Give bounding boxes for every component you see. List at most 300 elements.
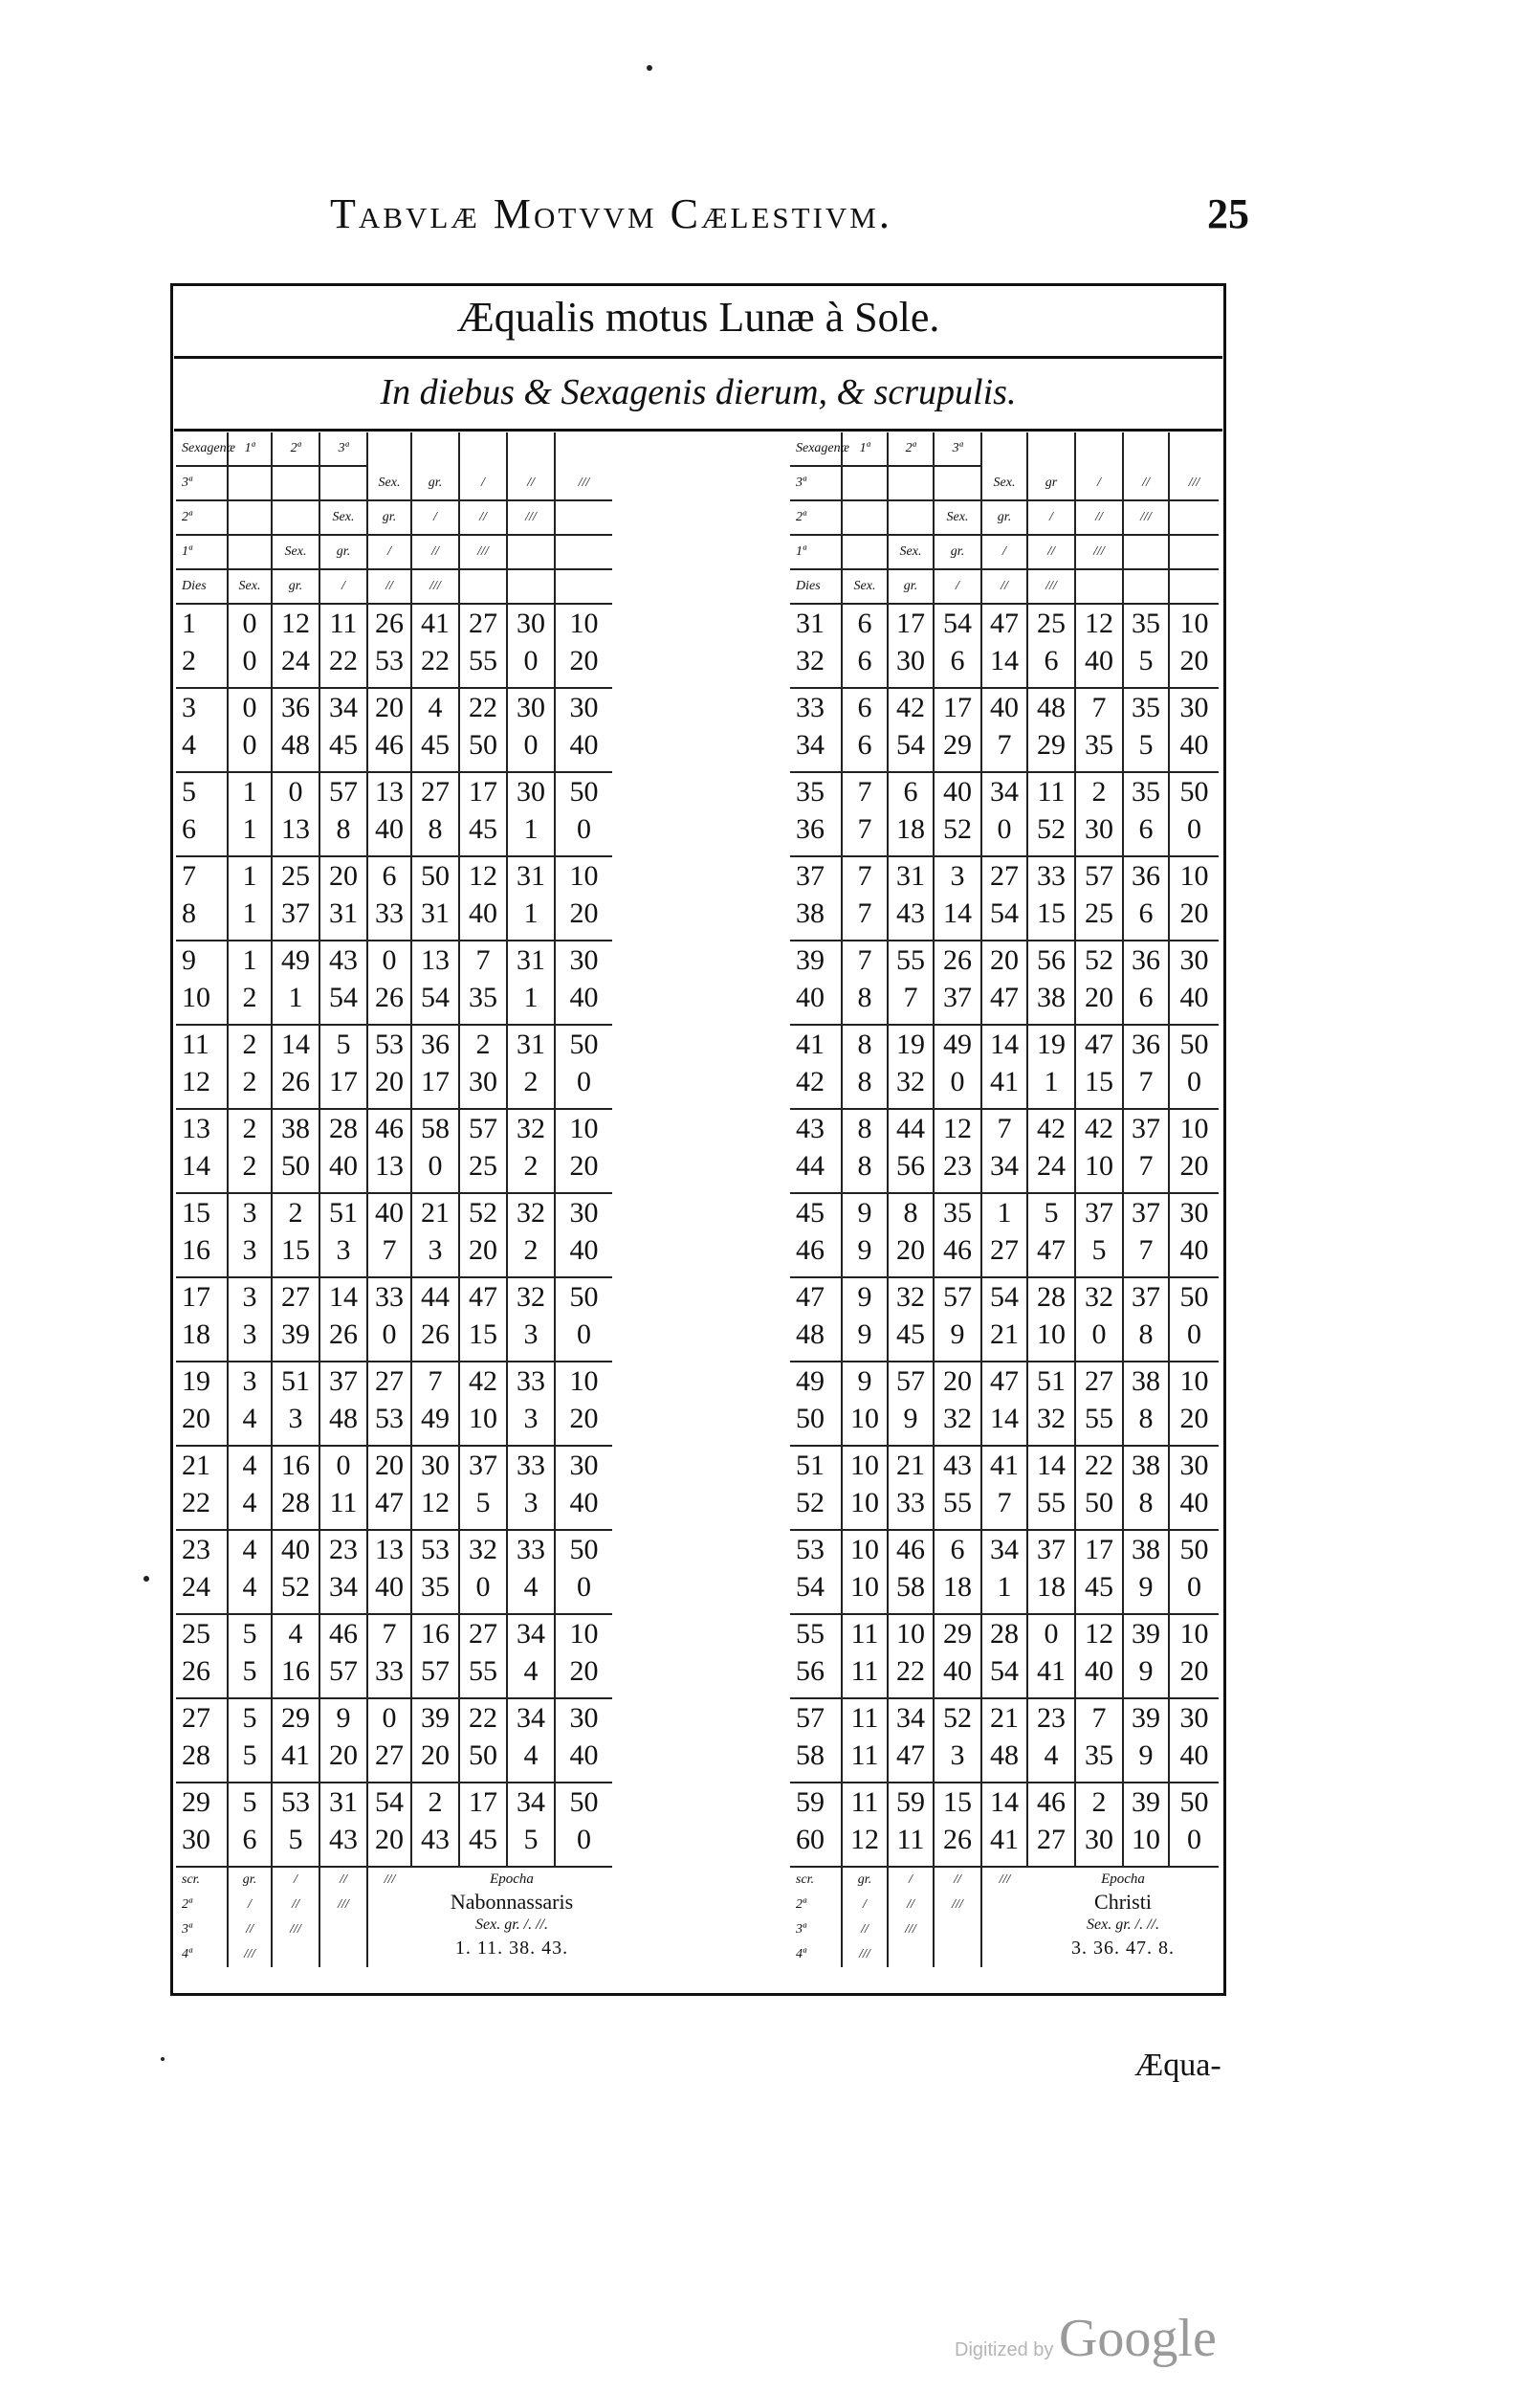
value-cell: 9	[842, 1193, 888, 1231]
gap-cell	[842, 1774, 888, 1783]
value-cell: 30	[1169, 1698, 1219, 1737]
value-cell: 2	[272, 1193, 319, 1231]
value-cell: 33	[507, 1446, 555, 1484]
pair-gap	[790, 1016, 1219, 1025]
value-cell: 32	[459, 1530, 507, 1568]
value-cell: 8	[1123, 1400, 1169, 1437]
value-cell: 31	[319, 1783, 367, 1821]
day-cell: 50	[796, 1403, 825, 1434]
gap-cell	[981, 932, 1027, 941]
value-cell: 20	[1169, 895, 1219, 932]
value-cell: 39	[411, 1698, 459, 1737]
gap-cell	[272, 1185, 319, 1193]
header-cell: Dies	[176, 569, 228, 604]
value-cell: 20	[934, 1362, 981, 1400]
header-cell: 2ª	[272, 432, 319, 466]
value-cell: 40	[1075, 1652, 1123, 1690]
gap-cell	[555, 1016, 612, 1025]
table-title: Æqualis motus Lunæ à Sole.	[456, 294, 940, 341]
value-cell: 22	[319, 642, 367, 679]
gap-cell	[507, 848, 555, 856]
value-cell: 40	[555, 726, 612, 764]
gap-cell	[1123, 932, 1169, 941]
value-cell: 41	[981, 1063, 1027, 1100]
footer-row	[790, 1867, 1219, 1893]
value-cell: 2	[507, 1147, 555, 1185]
footer-cell: //	[888, 1893, 934, 1917]
footer-cell	[934, 1942, 981, 1967]
footer-cell	[272, 1942, 319, 1967]
gap-cell	[507, 1521, 555, 1530]
value-cell: 34	[319, 1568, 367, 1606]
value-cell: 45	[459, 1821, 507, 1858]
value-cell: 7	[842, 941, 888, 979]
pair-gap	[790, 1521, 1219, 1530]
day-cell: 6	[182, 813, 196, 845]
value-cell: 39	[272, 1316, 319, 1353]
gap-cell	[411, 1858, 459, 1867]
gap-cell	[367, 848, 411, 856]
value-cell: 10	[888, 1614, 934, 1652]
footer-cell: 4ª	[182, 1947, 192, 1961]
footer-cell: ///	[888, 1917, 934, 1942]
value-cell: 3	[507, 1484, 555, 1521]
right-table	[790, 432, 1219, 1967]
value-cell: 21	[888, 1446, 934, 1484]
header-cell	[459, 569, 507, 604]
gap-cell	[555, 1690, 612, 1698]
value-cell: 30	[507, 688, 555, 726]
footer-cell	[367, 1893, 411, 1917]
gap-cell	[367, 1185, 411, 1193]
value-cell: 47	[981, 1362, 1027, 1400]
value-cell: 46	[934, 1231, 981, 1269]
value-cell: 0	[228, 604, 272, 642]
value-cell: 40	[555, 1484, 612, 1521]
value-cell: 44	[411, 1277, 459, 1316]
value-cell: 2	[228, 1025, 272, 1063]
gap-cell	[888, 1100, 934, 1109]
gap-cell	[228, 1606, 272, 1614]
pair-gap	[790, 1185, 1219, 1193]
gap-cell	[411, 1521, 459, 1530]
value-cell: 9	[934, 1316, 981, 1353]
value-cell: 27	[981, 856, 1027, 895]
value-cell: 21	[981, 1698, 1027, 1737]
value-cell: 1	[228, 772, 272, 810]
gap-cell	[272, 679, 319, 688]
value-cell: 41	[981, 1446, 1027, 1484]
header-cell	[411, 432, 459, 466]
gap-cell	[272, 1016, 319, 1025]
gap-cell	[228, 1774, 272, 1783]
table-row	[790, 1147, 1219, 1185]
value-cell: 8	[842, 979, 888, 1016]
gap-cell	[176, 679, 228, 688]
value-cell: 33	[367, 1277, 411, 1316]
gap-cell	[1027, 1353, 1075, 1362]
gap-cell	[1169, 1353, 1219, 1362]
gap-cell	[1123, 679, 1169, 688]
header-cell: Sex.	[842, 569, 888, 604]
value-cell: 1	[228, 856, 272, 895]
gap-cell	[888, 1269, 934, 1277]
value-cell: 34	[981, 1530, 1027, 1568]
footer-cell: /	[272, 1867, 319, 1893]
value-cell: 20	[981, 941, 1027, 979]
value-cell: 7	[1075, 1698, 1123, 1737]
header-cell: Sex.	[981, 466, 1027, 500]
value-cell: 30	[1169, 1446, 1219, 1484]
table-row	[790, 941, 1219, 979]
gap-cell	[411, 1269, 459, 1277]
header-cell	[1075, 432, 1123, 466]
header-cell: Sex.	[319, 500, 367, 535]
value-cell: 0	[507, 642, 555, 679]
value-cell: 0	[367, 1316, 411, 1353]
gap-cell	[1075, 764, 1123, 772]
value-cell: 11	[842, 1783, 888, 1821]
gap-cell	[319, 679, 367, 688]
header-cell: //	[981, 569, 1027, 604]
header-cell: /	[367, 535, 411, 569]
value-cell: 40	[934, 772, 981, 810]
pair-gap	[790, 1100, 1219, 1109]
header-cell	[1169, 500, 1219, 535]
gap-cell	[176, 1521, 228, 1530]
gap-cell	[228, 679, 272, 688]
gap-cell	[411, 1016, 459, 1025]
value-cell: 13	[367, 1530, 411, 1568]
table-row	[176, 1277, 612, 1316]
value-cell: 15	[1027, 895, 1075, 932]
gap-cell	[888, 1185, 934, 1193]
value-cell: 28	[272, 1484, 319, 1521]
value-cell: 40	[367, 1568, 411, 1606]
value-cell: 30	[555, 1698, 612, 1737]
value-cell: 0	[555, 1316, 612, 1353]
gap-cell	[934, 1521, 981, 1530]
gap-cell	[790, 679, 842, 688]
value-cell: 36	[1123, 1025, 1169, 1063]
gap-cell	[507, 1269, 555, 1277]
gap-cell	[790, 932, 842, 941]
header-cell	[1027, 432, 1075, 466]
table-row	[176, 772, 612, 810]
header-cell: //	[1075, 500, 1123, 535]
value-cell: 52	[934, 1698, 981, 1737]
value-cell: 37	[459, 1446, 507, 1484]
epoch-value: 1. 11. 38. 43.	[454, 1938, 569, 1959]
pair-gap	[790, 679, 1219, 688]
table-row	[176, 1316, 612, 1353]
value-cell: 50	[555, 1783, 612, 1821]
table-row	[790, 1652, 1219, 1690]
gap-cell	[934, 1016, 981, 1025]
gap-cell	[842, 679, 888, 688]
gap-cell	[1027, 764, 1075, 772]
gap-cell	[507, 1100, 555, 1109]
value-cell: 10	[1169, 856, 1219, 895]
gap-cell	[1123, 1521, 1169, 1530]
day-cell: 24	[182, 1571, 210, 1603]
value-cell: 5	[228, 1783, 272, 1821]
value-cell: 35	[1075, 1737, 1123, 1774]
value-cell: 50	[1169, 1025, 1219, 1063]
gap-cell	[1169, 1774, 1219, 1783]
value-cell: 16	[272, 1652, 319, 1690]
gap-cell	[507, 1606, 555, 1614]
epoch-label: Epocha	[1101, 1872, 1145, 1887]
day-cell: 22	[182, 1487, 210, 1518]
gap-cell	[272, 1606, 319, 1614]
gap-cell	[459, 1185, 507, 1193]
gap-cell	[981, 1521, 1027, 1530]
value-cell: 10	[1169, 604, 1219, 642]
header-row	[790, 535, 1219, 569]
gap-cell	[176, 1437, 228, 1446]
value-cell: 10	[555, 1614, 612, 1652]
value-cell: 50	[555, 1277, 612, 1316]
value-cell: 57	[319, 772, 367, 810]
value-cell: 29	[1027, 726, 1075, 764]
value-cell: 7	[888, 979, 934, 1016]
gap-cell	[1075, 679, 1123, 688]
value-cell: 26	[411, 1316, 459, 1353]
value-cell: 6	[1123, 810, 1169, 848]
gap-cell	[367, 1858, 411, 1867]
page-number: 25	[1207, 190, 1249, 237]
value-cell: 41	[272, 1737, 319, 1774]
value-cell: 40	[1169, 1231, 1219, 1269]
value-cell: 15	[459, 1316, 507, 1353]
value-cell: 34	[507, 1783, 555, 1821]
day-cell: 30	[182, 1824, 210, 1855]
footer-cell	[888, 1942, 934, 1967]
value-cell: 46	[367, 1109, 411, 1147]
value-cell: 40	[981, 688, 1027, 726]
table-row	[790, 895, 1219, 932]
value-cell: 16	[272, 1446, 319, 1484]
value-cell: 13	[367, 772, 411, 810]
gap-cell	[367, 1437, 411, 1446]
value-cell: 3	[228, 1362, 272, 1400]
gap-cell	[1075, 1185, 1123, 1193]
value-cell: 1	[272, 979, 319, 1016]
gap-cell	[790, 1606, 842, 1614]
table-row	[176, 1147, 612, 1185]
pair-gap	[176, 1521, 612, 1530]
day-cell: 26	[182, 1655, 210, 1687]
table-row	[176, 856, 612, 895]
value-cell: 54	[934, 604, 981, 642]
day-cell: 56	[796, 1655, 825, 1687]
epoch-cell	[1027, 1867, 1219, 1967]
ink-speck	[647, 65, 652, 71]
value-cell: 46	[888, 1530, 934, 1568]
value-cell: 33	[888, 1484, 934, 1521]
gap-cell	[1123, 1774, 1169, 1783]
value-cell: 39	[1123, 1614, 1169, 1652]
value-cell: 50	[459, 726, 507, 764]
value-cell: 12	[272, 604, 319, 642]
value-cell: 1	[228, 941, 272, 979]
value-cell: 20	[459, 1231, 507, 1269]
value-cell: 33	[367, 895, 411, 932]
footer-cell: 2ª	[182, 1897, 192, 1912]
value-cell: 56	[888, 1147, 934, 1185]
gap-cell	[411, 1774, 459, 1783]
header-cell: Sexagenæ	[790, 432, 842, 466]
value-cell: 16	[411, 1614, 459, 1652]
header-cell: 1ª	[790, 535, 842, 569]
value-cell: 24	[272, 642, 319, 679]
value-cell: 57	[888, 1362, 934, 1400]
gap-cell	[459, 1437, 507, 1446]
table-row	[176, 979, 612, 1016]
value-cell: 26	[367, 979, 411, 1016]
day-cell: 46	[796, 1234, 825, 1266]
gap-cell	[1075, 1437, 1123, 1446]
value-cell: 58	[411, 1109, 459, 1147]
value-cell: 30	[507, 604, 555, 642]
gap-cell	[411, 679, 459, 688]
gap-cell	[790, 1100, 842, 1109]
value-cell: 40	[555, 1737, 612, 1774]
epoch-units: Sex. gr. /. //.	[1087, 1916, 1159, 1933]
value-cell: 55	[459, 1652, 507, 1690]
header-row	[790, 432, 1219, 466]
table-row	[176, 1109, 612, 1147]
gap-cell	[981, 1774, 1027, 1783]
header-cell	[934, 466, 981, 500]
value-cell: 37	[1123, 1109, 1169, 1147]
table-row	[176, 895, 612, 932]
table-row	[176, 1652, 612, 1690]
day-cell: 7	[182, 860, 196, 892]
value-cell: 22	[888, 1652, 934, 1690]
value-cell: 37	[319, 1362, 367, 1400]
value-cell: 30	[555, 1193, 612, 1231]
value-cell: 21	[981, 1316, 1027, 1353]
gap-cell	[981, 1690, 1027, 1698]
value-cell: 17	[459, 772, 507, 810]
value-cell: 43	[319, 1821, 367, 1858]
day-cell: 45	[796, 1197, 825, 1229]
header-row	[790, 500, 1219, 535]
value-cell: 30	[888, 642, 934, 679]
value-cell: 4	[507, 1652, 555, 1690]
gap-cell	[459, 1016, 507, 1025]
value-cell: 10	[842, 1400, 888, 1437]
value-cell: 50	[272, 1147, 319, 1185]
day-cell: 23	[182, 1534, 210, 1565]
gap-cell	[790, 1858, 842, 1867]
footer-cell: //	[319, 1867, 367, 1893]
gap-cell	[319, 1437, 367, 1446]
header-cell	[981, 432, 1027, 466]
value-cell: 7	[981, 1484, 1027, 1521]
value-cell: 12	[934, 1109, 981, 1147]
header-cell	[555, 535, 612, 569]
value-cell: 14	[272, 1025, 319, 1063]
value-cell: 59	[888, 1783, 934, 1821]
value-cell: 20	[367, 1063, 411, 1100]
gap-cell	[319, 1858, 367, 1867]
value-cell: 5	[319, 1025, 367, 1063]
header-cell	[888, 466, 934, 500]
gap-cell	[1075, 1016, 1123, 1025]
table-row	[176, 1400, 612, 1437]
gap-cell	[1027, 1690, 1075, 1698]
value-cell: 37	[1123, 1277, 1169, 1316]
table-row	[176, 1446, 612, 1484]
value-cell: 7	[842, 895, 888, 932]
value-cell: 11	[842, 1614, 888, 1652]
day-cell: 34	[796, 729, 825, 761]
value-cell: 39	[1123, 1783, 1169, 1821]
table-row	[790, 979, 1219, 1016]
footer-cell: /	[228, 1893, 272, 1917]
value-cell: 6	[842, 688, 888, 726]
value-cell: 3	[507, 1400, 555, 1437]
gap-cell	[1169, 764, 1219, 772]
value-cell: 15	[272, 1231, 319, 1269]
pair-gap	[176, 1437, 612, 1446]
value-cell: 2	[507, 1063, 555, 1100]
gap-cell	[319, 1606, 367, 1614]
gap-cell	[176, 848, 228, 856]
value-cell: 9	[842, 1362, 888, 1400]
value-cell: 37	[1123, 1193, 1169, 1231]
value-cell: 34	[319, 688, 367, 726]
day-cell: 12	[182, 1066, 210, 1097]
day-cell: 60	[796, 1824, 825, 1855]
value-cell: 5	[1123, 726, 1169, 764]
value-cell: 4	[228, 1568, 272, 1606]
value-cell: 0	[1027, 1614, 1075, 1652]
value-cell: 7	[1123, 1147, 1169, 1185]
value-cell: 20	[367, 1821, 411, 1858]
gap-cell	[228, 848, 272, 856]
value-cell: 53	[367, 642, 411, 679]
gap-cell	[1027, 679, 1075, 688]
gap-cell	[888, 1016, 934, 1025]
gap-cell	[272, 1269, 319, 1277]
footer-cell: /	[888, 1867, 934, 1893]
value-cell: 7	[367, 1231, 411, 1269]
value-cell: 38	[1123, 1362, 1169, 1400]
value-cell: 2	[1075, 1783, 1123, 1821]
value-cell: 42	[459, 1362, 507, 1400]
day-cell: 53	[796, 1534, 825, 1565]
value-cell: 44	[888, 1109, 934, 1147]
value-cell: 46	[367, 726, 411, 764]
gap-cell	[1123, 764, 1169, 772]
table-row	[790, 688, 1219, 726]
value-cell: 40	[1169, 1484, 1219, 1521]
day-cell: 16	[182, 1234, 210, 1266]
day-cell: 13	[182, 1113, 210, 1144]
header-cell: 2ª	[888, 432, 934, 466]
gap-cell	[555, 1185, 612, 1193]
header-cell: 2ª	[176, 500, 228, 535]
value-cell: 30	[459, 1063, 507, 1100]
gap-cell	[228, 1269, 272, 1277]
header-cell: gr.	[411, 466, 459, 500]
value-cell: 50	[555, 772, 612, 810]
gap-cell	[319, 1100, 367, 1109]
